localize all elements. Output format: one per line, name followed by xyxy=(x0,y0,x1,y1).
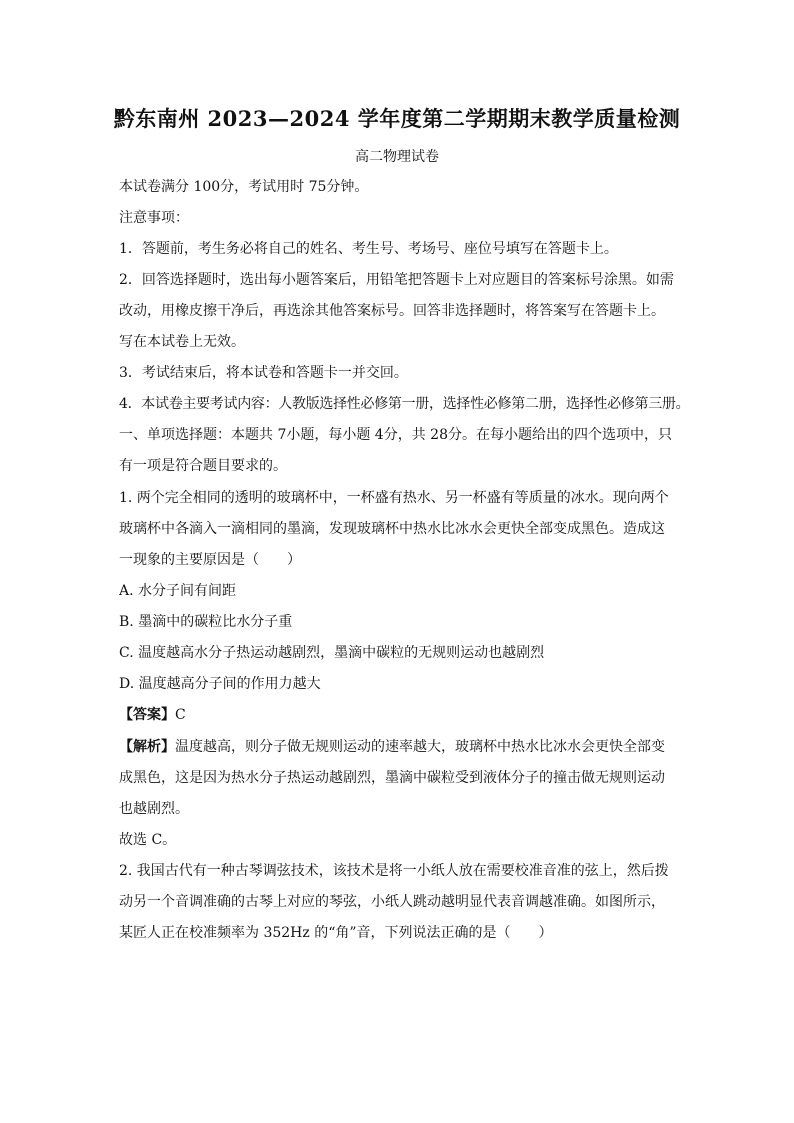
analysis-line xyxy=(119,737,679,757)
conclusion-line: 故选 C。 xyxy=(119,832,177,848)
question-stem: 某匠人正在校准频率为 352Hz 的“角”音，下列说法正确的是（ ） xyxy=(119,925,553,941)
question-stem: 2. 我国古代有一种古琴调弦技术，该技术是将一小纸人放在需要校准音准的弦上，然后拨 xyxy=(119,863,669,879)
answer-label: 【答案】 xyxy=(119,707,175,723)
notice-line: 1．答题前，考生务必将自己的姓名、考生号、考场号、座位号填写在答题卡上。 xyxy=(119,241,618,257)
intro-text: 本试卷满分 100分，考试用时 75分钟。 xyxy=(119,179,369,195)
answer-line xyxy=(119,705,679,725)
answer-value: C xyxy=(175,707,186,723)
option-a: A. 水分子间有间距 xyxy=(119,583,237,599)
notice-line: 2．回答选择题时，选出每小题答案后，用铅笔把答题卡上对应题目的答案标号涂黑。如需 xyxy=(119,272,674,288)
option-d: D. 温度越高分子间的作用力越大 xyxy=(119,676,321,692)
section-heading: 一、单项选择题：本题共 7小题，每小题 4分，共 28分。在每小题给出的四个选项中，只 xyxy=(119,427,672,443)
question-stem: 1. 两个完全相同的透明的玻璃杯中，一杯盛有热水、另一杯盛有等质量的冰水。现向两个 xyxy=(119,490,669,506)
question-stem: 玻璃杯中各滴入一滴相同的墨滴，发现玻璃杯中热水比冰水会更快全部变成黑色。造成这 xyxy=(119,521,665,537)
question-stem: 一现象的主要原因是（ ） xyxy=(119,552,301,568)
analysis-line: 也越剧烈。 xyxy=(119,801,189,817)
analysis-label: 【解析】 xyxy=(119,739,175,755)
section-heading: 有一项是符合题目要求的。 xyxy=(119,458,287,474)
page-subtitle: 高二物理试卷 xyxy=(355,149,439,165)
analysis-line: 成黑色，这是因为热水分子热运动越剧烈，墨滴中碳粒受到液体分子的撞击做无规则运动 xyxy=(119,770,665,786)
notice-line: 写在本试卷上无效。 xyxy=(119,334,245,350)
analysis-text: 温度越高，则分子做无规则运动的速率越大，玻璃杯中热水比冰水会更快全部变 xyxy=(175,739,665,755)
page-title: 黔东南州 2023—2024 学年度第二学期期末教学质量检测 xyxy=(113,106,681,131)
notice-line: 4．本试卷主要考试内容：人教版选择性必修第一册，选择性必修第二册，选择性必修第三册。 xyxy=(119,396,689,412)
question-stem: 动另一个音调准确的古琴上对应的琴弦，小纸人跳动越明显代表音调越准确。如图所示， xyxy=(119,894,665,910)
option-c: C. 温度越高水分子热运动越剧烈，墨滴中碳粒的无规则运动也越剧烈 xyxy=(119,645,545,661)
notice-line: 改动，用橡皮擦干净后，再选涂其他答案标号。回答非选择题时，将答案写在答题卡上。 xyxy=(119,303,665,319)
notice-heading: 注意事项： xyxy=(119,210,189,226)
option-b: B. 墨滴中的碳粒比水分子重 xyxy=(119,614,293,630)
notice-line: 3．考试结束后，将本试卷和答题卡一并交回。 xyxy=(119,365,408,381)
